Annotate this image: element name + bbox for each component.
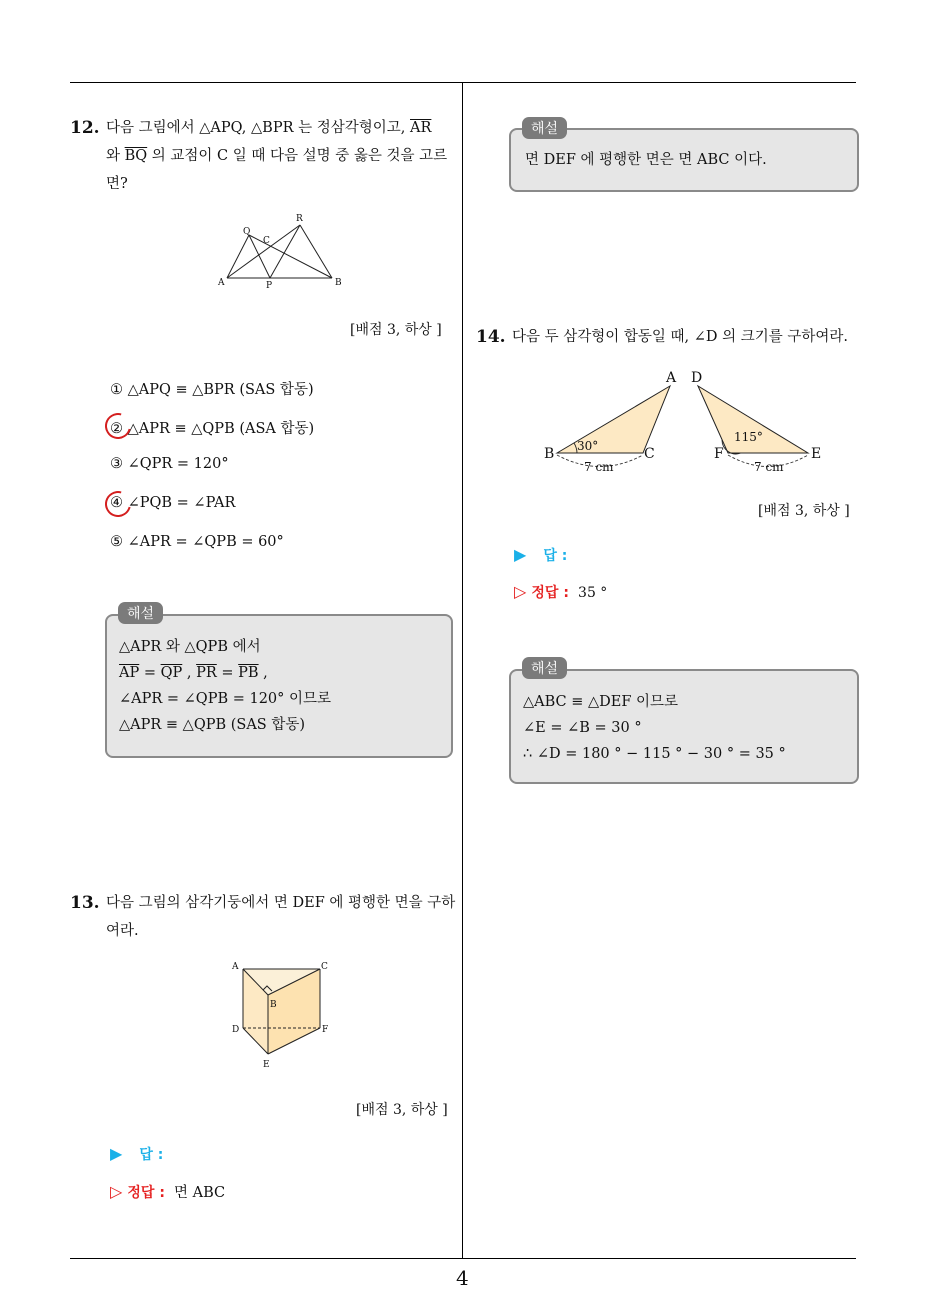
- q13-answer-label: 답 :: [139, 1147, 164, 1163]
- q14-expl-line-3: ∴ ∠D = 180 ° − 115 ° − 30 ° = 35 °: [523, 746, 786, 762]
- q12-block: [70, 114, 456, 198]
- q12-text-3: 의 교점이 C 일 때 다음 설명 중 옳은 것을 고르면?: [106, 148, 448, 192]
- q13-explanation-tag: 해설: [522, 117, 567, 139]
- q13-correct-value: 면 ABC: [174, 1185, 226, 1201]
- q14-expl-line-2: ∠E = ∠B = 30 °: [523, 720, 642, 736]
- q13-question: [70, 889, 456, 945]
- q14-label-c: C: [644, 446, 655, 462]
- q14-explanation-box: [509, 669, 859, 784]
- q13-expl-line: 면 DEF 에 평행한 면은 면 ABC 이다.: [525, 152, 767, 168]
- q12-choice-2-mark: [100, 408, 136, 444]
- q14-text: 다음 두 삼각형이 합동일 때, ∠D 의 크기를 구하여라.: [512, 329, 848, 345]
- q13-score: [배점 3, 하상 ]: [356, 1102, 448, 1118]
- q13-label-d: D: [232, 1025, 240, 1035]
- q14-label-b: B: [544, 446, 555, 462]
- answer-arrow-icon: ▶: [514, 545, 527, 564]
- correct-arrow-icon: ▷: [514, 582, 527, 601]
- q12-expl-line-4: △APR ≡ △QPB (SAS 합동): [119, 717, 305, 733]
- q13-correct-row: [110, 1181, 225, 1202]
- q12-label-b: B: [335, 278, 342, 288]
- q14-question: [476, 323, 862, 351]
- q12-expl-line-3: ∠APR = ∠QPB = 120° 이므로: [119, 691, 332, 707]
- top-rule: [70, 82, 856, 83]
- q12-explanation-box: [105, 614, 453, 758]
- q12-choice-5[interactable]: ⑤ ∠APR = ∠QPB = 60°: [110, 534, 284, 550]
- q13-number: 13.: [70, 893, 100, 913]
- q12-label-r: R: [296, 214, 303, 224]
- q12-choice-1[interactable]: ① △APQ ≡ △BPR (SAS 합동): [110, 382, 314, 398]
- q14-label-d: D: [691, 370, 703, 386]
- q12-text-2: 와: [106, 148, 125, 164]
- q13-text: 다음 그림의 삼각기둥에서 면 DEF 에 평행한 면을 구하여라.: [106, 895, 456, 939]
- q12-label-a: A: [218, 278, 225, 288]
- q12-text-1: 다음 그림에서 △APQ, △BPR 는 정삼각형이고,: [106, 120, 410, 136]
- bottom-rule: [70, 1258, 856, 1259]
- q14-angle-f: 115°: [734, 430, 763, 444]
- q13-label-c: C: [321, 962, 328, 972]
- q14-side-fe: 7 cm: [754, 460, 784, 474]
- q14-side-bc: 7 cm: [584, 460, 614, 474]
- q14-score: [배점 3, 하상 ]: [758, 503, 850, 519]
- q13-figure: [225, 957, 337, 1073]
- q12-number: 12.: [70, 118, 100, 138]
- q14-explanation-tag: 해설: [522, 657, 567, 679]
- q13-correct-label: 정답 :: [127, 1185, 165, 1201]
- q14-figure: [538, 366, 833, 478]
- q14-number: 14.: [476, 327, 506, 347]
- q12-segment-ar: $\overline{AR}$: [410, 120, 432, 136]
- page-number: 4: [456, 1266, 469, 1290]
- q14-label-f: F: [714, 446, 724, 462]
- q14-correct-label: 정답 :: [531, 585, 569, 601]
- q13-label-b: B: [270, 1000, 277, 1010]
- q12-label-c: C: [263, 236, 270, 246]
- q13-answer-row[interactable]: [110, 1144, 163, 1164]
- q12-expl-line-2: $\overline{AP} = \overline{QP}$ , $\overline{PR} = \overline{PB}$ ,: [119, 665, 268, 681]
- q12-explanation-tag: 해설: [118, 602, 163, 624]
- q14-angle-b: 30°: [577, 439, 599, 453]
- q12-choice-3[interactable]: ③ ∠QPR = 120°: [110, 456, 229, 472]
- q12-label-p: P: [266, 281, 273, 291]
- q12-label-q: Q: [243, 227, 251, 237]
- answer-arrow-icon: ▶: [110, 1144, 123, 1163]
- q14-answer-label: 답 :: [543, 548, 568, 564]
- q12-score: [배점 3, 하상 ]: [350, 322, 442, 338]
- q12-segment-bq: $\overline{BQ}$: [124, 148, 148, 164]
- column-divider: [462, 82, 463, 1258]
- q12-choice-4-mark: [100, 486, 136, 522]
- q12-question: [70, 114, 456, 198]
- q13-label-f: F: [322, 1025, 329, 1035]
- q14-correct-row: [514, 582, 607, 602]
- q12-choice-4[interactable]: ④ ∠PQB = ∠PAR: [110, 495, 236, 511]
- q14-correct-value: 35 °: [578, 585, 608, 601]
- q14-label-a: A: [666, 370, 677, 386]
- q12-figure: [210, 208, 350, 294]
- q12-choice-2[interactable]: ② △APR ≡ △QPB (ASA 합동): [110, 421, 315, 437]
- q13-label-a: A: [232, 962, 239, 972]
- q14-expl-line-1: △ABC ≡ △DEF 이므로: [523, 694, 679, 710]
- q12-expl-line-1: △APR 와 △QPB 에서: [119, 639, 261, 655]
- correct-arrow-icon: ▷: [110, 1182, 123, 1201]
- q13-label-e: E: [263, 1060, 270, 1070]
- q14-answer-row[interactable]: [514, 545, 567, 565]
- q14-label-e: E: [811, 446, 822, 462]
